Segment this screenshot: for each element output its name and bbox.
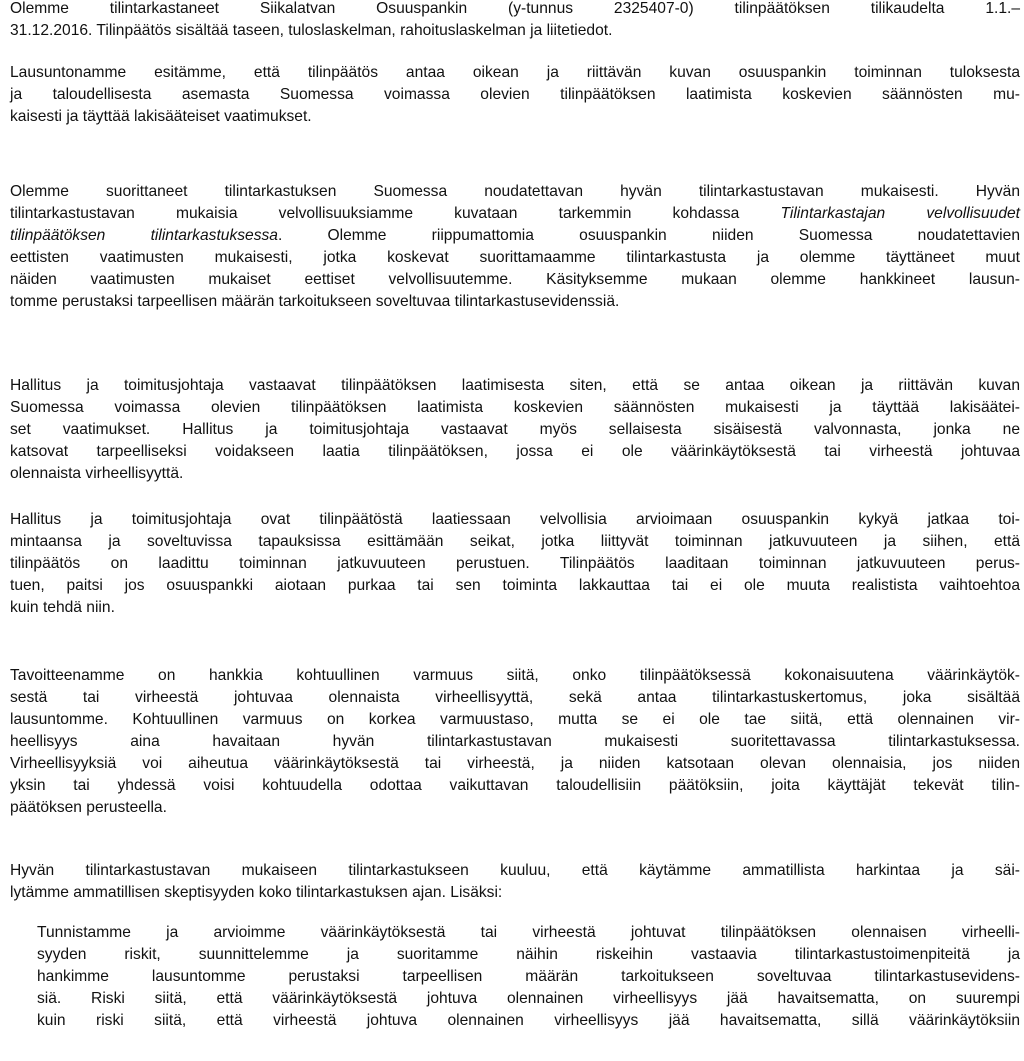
text-line: Tunnistamme ja arvioimme väärinkäytöksestä tai virheestä johtuvat tilinpäätöksen olennaisen virheelli-	[37, 924, 1020, 941]
text-line: eettisten vaatimusten mukaisesti, jotka koskevat suorittamaamme tilintarkastusta ja olemme täyttäneet muut	[10, 249, 1020, 266]
text-line: 31.12.2016. Tilinpäätös sisältää taseen, tuloslaskelman, rahoituslaskelman ja liitetiedot.	[10, 22, 613, 39]
text-line: Olemme suorittaneet tilintarkastuksen Suomessa noudatettavan hyvän tilintarkastustavan mukaisesti. Hyvän	[10, 183, 1020, 200]
text-line	[10, 203, 1020, 225]
text-line: hankimme lausuntomme perustaksi tarpeellisen määrän tarkoitukseen soveltuvaa tilintarkastusevidens-	[37, 968, 1020, 985]
text-line: syyden riskit, suunnittelemme ja suoritamme näihin riskeihin vastaavia tilintarkastustoimenpiteitä ja	[37, 946, 1020, 963]
text-line: tuen, paitsi jos osuuspankki aiotaan purkaa tai sen toiminta lakkauttaa tai ei ole muuta realistista vaihtoehtoa	[10, 577, 1020, 594]
text-line	[10, 225, 1020, 247]
text-line: kaisesti ja täyttää lakisääteiset vaatimukset.	[10, 108, 312, 125]
text-line: päätöksen perusteella.	[10, 799, 167, 816]
opinion-paragraph	[10, 62, 1020, 128]
professional-judgement-paragraph	[10, 860, 1020, 904]
text-line: heellisyys aina havaitaan hyvän tilintarkastustavan mukaisesti suoritettavassa tilintarkastuksessa.	[10, 733, 1020, 750]
text-line: Olemme tilintarkastaneet Siikalatvan Osuuspankin (y-tunnus 2325407-0) tilinpäätöksen tilikaudelta 1.1.–	[10, 0, 1020, 17]
text-line: siä. Riski siitä, että väärinkäytöksestä johtuva olennainen virheellisyys jää havaitsematta, on suurempi	[37, 990, 1020, 1007]
text-line: Hallitus ja toimitusjohtaja vastaavat tilinpäätöksen laatimisesta siten, että se antaa oikean ja riittävän kuvan	[10, 377, 1020, 394]
text-line: mintaansa ja soveltuvissa tapauksissa esittämään seikat, jotka liittyvät toiminnan jatkuvuuteen ja siihen, että	[10, 533, 1020, 550]
section-reference: Tilintarkastajan velvollisuudet	[780, 205, 1020, 222]
text-line: kuin riski siitä, että virheestä johtuva olennainen virheellisyys jää havaitsematta, sillä väärinkäytöksiin	[37, 1012, 1020, 1029]
text-line: Virheellisyyksiä voi aiheutua väärinkäytöksestä tai virheestä, ja niiden katsotaan olevan olennaisia, jos niiden	[10, 755, 1020, 772]
text-line: Hallitus ja toimitusjohtaja ovat tilinpäätöstä laatiessaan velvollisia arvioimaan osuuspankin kykyä jatkaa toi-	[10, 511, 1020, 528]
auditor-objective-paragraph	[10, 665, 1020, 819]
basis-paragraph	[10, 181, 1020, 313]
text-line: sestä tai virheestä johtuvaa olennaista virheellisyyttä, sekä antaa tilintarkastuskertomus, joka sisältää	[10, 689, 1020, 706]
risk-assessment-list-item	[37, 922, 1020, 1032]
text-line: Hyvän tilintarkastustavan mukaiseen tilintarkastukseen kuuluu, että käytämme ammatillista harkintaa ja säi-	[10, 862, 1020, 879]
management-responsibility-paragraph	[10, 375, 1020, 485]
text-line: ja taloudellisesta asemasta Suomessa voimassa olevien tilinpäätöksen laatimista koskevien säännösten mu-	[10, 86, 1020, 103]
section-reference: tilinpäätöksen tilintarkastuksessa	[10, 227, 278, 244]
text-line: set vaatimukset. Hallitus ja toimitusjohtaja vastaavat myös sellaisesta sisäisestä valvonnasta, jonka ne	[10, 421, 1020, 438]
text-line: tomme perustaksi tarpeellisen määrän tarkoitukseen soveltuvaa tilintarkastusevidenssiä.	[10, 293, 620, 310]
going-concern-paragraph	[10, 509, 1020, 619]
text-line: katsovat tarpeelliseksi voidakseen laatia tilinpäätöksen, jossa ei ole väärinkäytöksestä tai virheestä johtuvaa	[10, 443, 1020, 460]
text-segment: . Olemme riippumattomia osuuspankin niiden Suomessa noudatettavien	[277, 227, 1020, 244]
text-line: lytämme ammatillisen skeptisyyden koko tilintarkastuksen ajan. Lisäksi:	[10, 884, 503, 901]
text-line: lausuntomme. Kohtuullinen varmuus on korkea varmuustaso, mutta se ei ole tae siitä, että olennainen vir-	[10, 711, 1020, 728]
text-line: kuin tehdä niin.	[10, 599, 115, 616]
text-line: Suomessa voimassa olevien tilinpäätöksen laatimista koskevien säännösten mukaisesti ja täyttää lakisäätei-	[10, 399, 1020, 416]
text-segment: tilintarkastustavan mukaisia velvollisuuksiamme kuvataan tarkemmin kohdassa	[10, 205, 781, 222]
text-line: yksin tai yhdessä voisi kohtuudella odottaa vaikuttavan taloudellisiin päätöksiin, joita käyttäjät tekevät tilin-	[10, 777, 1020, 794]
text-line: näiden vaatimusten mukaiset eettiset velvollisuutemme. Käsityksemme mukaan olemme hankkineet lausun-	[10, 271, 1020, 288]
text-line: olennaista virheellisyyttä.	[10, 465, 184, 482]
text-line: tilinpäätös on laadittu toiminnan jatkuvuuteen perustuen. Tilinpäätös laaditaan toiminnan jatkuvuuteen perus-	[10, 555, 1020, 572]
scope-paragraph	[10, 0, 1020, 42]
text-line: Tavoitteenamme on hankkia kohtuullinen varmuus siitä, onko tilinpäätöksessä kokonaisuutena väärinkäytök-	[10, 667, 1020, 684]
text-line: Lausuntonamme esitämme, että tilinpäätös antaa oikean ja riittävän kuvan osuuspankin toiminnan tuloksesta	[10, 64, 1020, 81]
